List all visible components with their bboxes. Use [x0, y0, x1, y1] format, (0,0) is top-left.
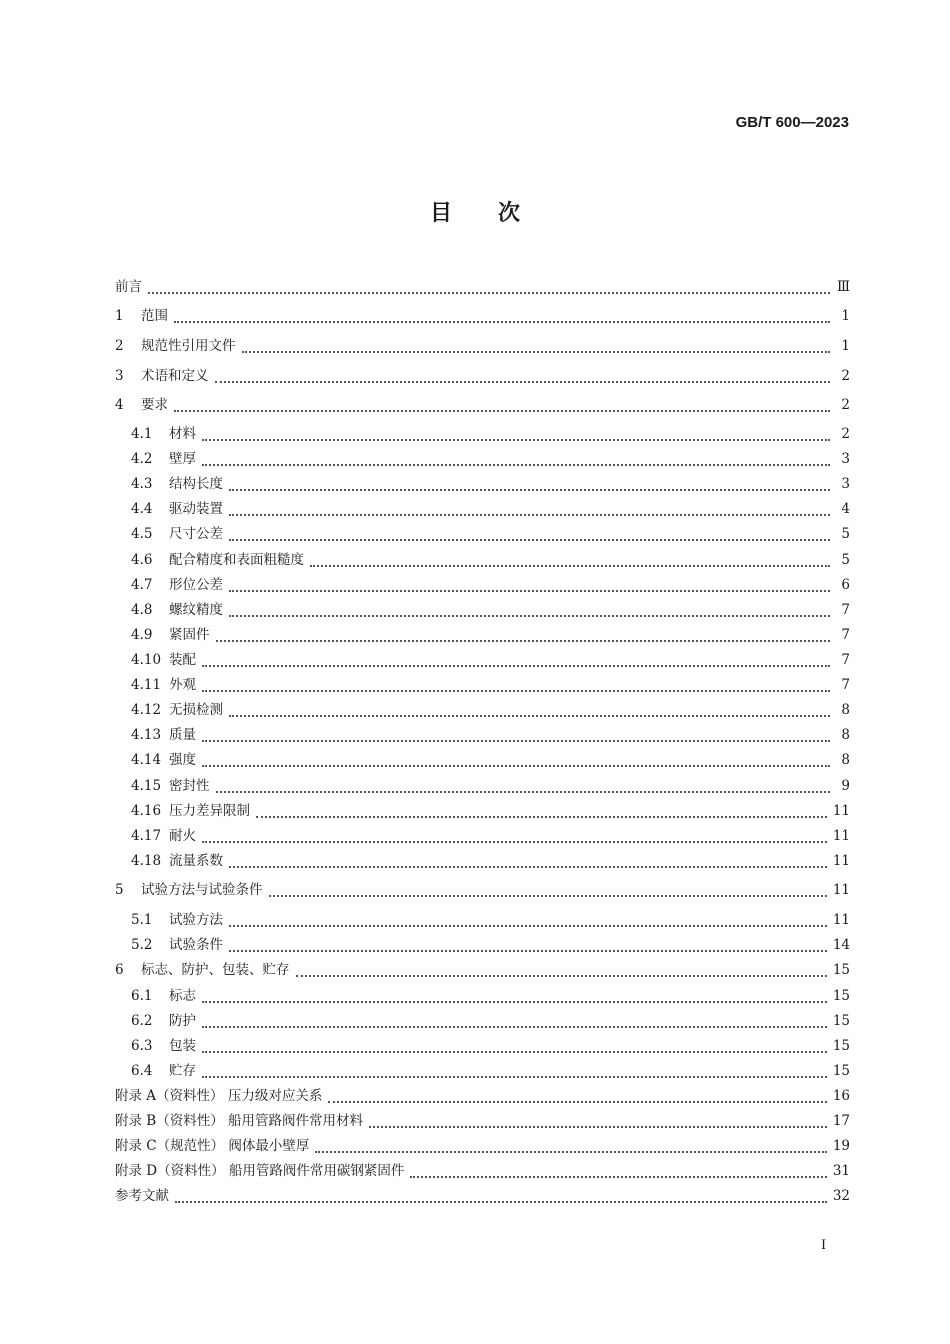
dot-leader [229, 476, 830, 492]
toc-entry-number: 4.2 [131, 451, 153, 467]
toc-entry[interactable] [115, 908, 850, 928]
toc-entry-number: 4.10 [131, 652, 162, 668]
toc-entry-number: 4.5 [131, 526, 153, 542]
toc-entry-label [131, 824, 202, 844]
toc-entry-label [115, 1184, 175, 1204]
toc-entry-text: 标志 [169, 988, 196, 1004]
toc-entry[interactable] [115, 304, 850, 324]
toc-entry-page: 11 [832, 803, 850, 819]
toc-entry-page: 16 [832, 1088, 850, 1104]
toc-entry-number: 5 [115, 882, 124, 898]
toc-entry-number: 6.2 [131, 1013, 153, 1029]
toc-entry-label [131, 598, 229, 618]
toc-entry-text: 压力差异限制 [169, 803, 250, 819]
toc-entry[interactable] [115, 849, 850, 869]
toc-entry-page: 15 [832, 988, 850, 1004]
toc-entry-text: 试验条件 [169, 937, 223, 953]
dot-leader [202, 752, 830, 768]
dot-leader [175, 1188, 827, 1204]
dot-leader [269, 882, 827, 898]
dot-leader [202, 1063, 827, 1079]
standard-code: GB/T 600—2023 [735, 114, 849, 131]
toc-entry[interactable] [115, 623, 850, 643]
toc-entry-page: 5 [841, 526, 850, 542]
toc-entry-text: 包装 [169, 1038, 196, 1054]
toc-entry-page: 11 [832, 853, 850, 869]
toc-entry-number: 4.8 [131, 602, 153, 618]
dot-leader [202, 677, 830, 693]
toc-entry-page: Ⅲ [836, 279, 850, 295]
toc-entry-text: 附录 C（规范性） 阀体最小壁厚 [115, 1138, 310, 1154]
toc-entry[interactable] [115, 774, 850, 794]
toc-entry-number: 4.16 [131, 803, 162, 819]
toc-entry-page: 3 [841, 451, 850, 467]
toc-entry[interactable] [115, 1109, 850, 1129]
toc-entry[interactable] [115, 748, 850, 768]
toc-entry-page: 5 [841, 552, 850, 568]
dot-leader [202, 652, 830, 668]
toc-entry-text: 前言 [115, 279, 142, 295]
toc-entry-number: 4.9 [131, 627, 153, 643]
toc-entry[interactable] [115, 933, 850, 953]
toc-entry-page: 7 [841, 602, 850, 618]
toc-entry-page: 17 [832, 1113, 850, 1129]
toc-entry-text: 强度 [169, 752, 196, 768]
toc-entry-label [131, 648, 202, 668]
dot-leader [202, 727, 830, 743]
toc-entry-label [131, 1059, 202, 1079]
dot-leader [216, 778, 831, 794]
toc-entry[interactable] [115, 1084, 850, 1104]
toc-entry-label [131, 748, 202, 768]
toc-entry-text: 规范性引用文件 [141, 338, 236, 354]
toc-entry-text: 标志、防护、包装、贮存 [141, 962, 290, 978]
toc-entry-text: 附录 D（资料性） 船用管路阀件常用碳钢紧固件 [115, 1163, 405, 1179]
dot-leader [229, 853, 827, 869]
toc-entry[interactable] [115, 573, 850, 593]
dot-leader [148, 279, 830, 295]
toc-entry-text: 密封性 [169, 778, 210, 794]
dot-leader [229, 602, 830, 618]
toc-entry-text: 外观 [169, 677, 196, 693]
toc-entry[interactable] [115, 422, 850, 442]
dot-leader [229, 937, 827, 953]
dot-leader [242, 338, 831, 354]
toc-entry[interactable] [115, 472, 850, 492]
toc-entry-label [115, 304, 174, 324]
toc-entry[interactable] [115, 497, 850, 517]
toc-entry-text: 尺寸公差 [169, 526, 223, 542]
toc-entry-page: 7 [841, 677, 850, 693]
dot-leader [229, 912, 827, 928]
toc-entry-text: 要求 [141, 397, 168, 413]
toc-entry-label [131, 422, 202, 442]
toc-entry-text: 贮存 [169, 1063, 196, 1079]
toc-entry[interactable] [115, 364, 850, 384]
toc-entry-page: 14 [832, 937, 850, 953]
toc-entry-page: 2 [841, 426, 850, 442]
toc-entry-label [131, 908, 229, 928]
toc-entry[interactable] [115, 393, 850, 413]
toc-entry-number: 4.18 [131, 853, 162, 869]
toc-entry-label [131, 1009, 202, 1029]
toc-entry-page: 1 [841, 338, 850, 354]
toc-entry-number: 6.4 [131, 1063, 153, 1079]
toc-entry-label [131, 933, 229, 953]
toc-entry-text: 耐火 [169, 828, 196, 844]
toc-entry-page: 7 [841, 627, 850, 643]
toc-entry-text: 形位公差 [169, 577, 223, 593]
toc-entry-text: 螺纹精度 [169, 602, 223, 618]
toc-entry-label [131, 497, 229, 517]
toc-entry-label [131, 1034, 202, 1054]
toc-entry[interactable] [115, 548, 850, 568]
toc-entry[interactable] [115, 447, 850, 467]
toc-entry-number: 4.17 [131, 828, 162, 844]
toc-entry-text: 无损检测 [169, 702, 223, 718]
toc-entry-text: 术语和定义 [141, 368, 209, 384]
page-number: Ⅰ [821, 1238, 827, 1253]
dot-leader [229, 577, 830, 593]
toc-entry-text: 参考文献 [115, 1188, 169, 1204]
toc-entry-number: 4.14 [131, 752, 162, 768]
toc-entry-label [131, 472, 229, 492]
toc-entry-number: 3 [115, 368, 124, 384]
dot-leader [174, 308, 830, 324]
toc-entry[interactable] [115, 1184, 850, 1204]
toc-entry[interactable] [115, 1034, 850, 1054]
toc-entry-number: 2 [115, 338, 124, 354]
toc-entry-text: 装配 [169, 652, 196, 668]
toc-entry-label [131, 623, 216, 643]
toc-entry-page: 11 [832, 828, 850, 844]
toc-entry-page: 15 [832, 1013, 850, 1029]
toc-entry-label [131, 723, 202, 743]
dot-leader [216, 627, 831, 643]
dot-leader [215, 368, 831, 384]
toc-entry-number: 5.2 [131, 937, 153, 953]
toc-entry[interactable] [115, 984, 850, 1004]
toc-entry-text: 材料 [169, 426, 196, 442]
toc-entry-number: 4.12 [131, 702, 162, 718]
dot-leader [202, 451, 830, 467]
toc-entry-page: 8 [841, 702, 850, 718]
dot-leader [202, 1038, 827, 1054]
toc-entry-text: 防护 [169, 1013, 196, 1029]
toc-entry[interactable] [115, 334, 850, 354]
toc-entry-text: 壁厚 [169, 451, 196, 467]
toc-entry-label [115, 393, 174, 413]
dot-leader [315, 1138, 826, 1154]
toc-entry-label [115, 334, 242, 354]
dot-leader [202, 1013, 827, 1029]
toc-entry-text: 驱动装置 [169, 501, 223, 517]
toc-entry-label [115, 364, 215, 384]
toc-entry-text: 试验方法与试验条件 [141, 882, 263, 898]
toc-entry[interactable] [115, 1134, 850, 1154]
toc-entry-page: 11 [832, 882, 850, 898]
toc-entry-label [131, 799, 256, 819]
toc-entry-text: 质量 [169, 727, 196, 743]
toc-entry-number: 4.11 [131, 677, 162, 693]
dot-leader [202, 828, 827, 844]
toc-entry-page: 8 [841, 727, 850, 743]
toc-entry-number: 4.4 [131, 501, 153, 517]
toc-entry-page: 15 [832, 962, 850, 978]
toc-entry[interactable] [115, 878, 850, 898]
toc-entry[interactable] [115, 1059, 850, 1079]
toc-entry-page: 31 [832, 1163, 850, 1179]
toc-entry-label [115, 1134, 315, 1154]
toc-entry-label [115, 878, 269, 898]
toc-entry-number: 4.3 [131, 476, 153, 492]
toc-entry[interactable] [115, 1009, 850, 1029]
toc-entry-text: 附录 B（资料性） 船用管路阀件常用材料 [115, 1113, 364, 1129]
dot-leader [410, 1163, 826, 1179]
dot-leader [369, 1113, 827, 1129]
toc-entry[interactable] [115, 1159, 850, 1179]
toc-entry-text: 紧固件 [169, 627, 210, 643]
toc-entry[interactable] [115, 824, 850, 844]
toc-entry-text: 配合精度和表面粗糙度 [169, 552, 304, 568]
toc-entry-page: 8 [841, 752, 850, 768]
toc-entry-label [115, 1109, 369, 1129]
toc-entry-number: 6.1 [131, 988, 153, 1004]
toc-entry-label [131, 673, 202, 693]
toc-title: 目次 [429, 201, 566, 226]
toc-entry-page: 6 [841, 577, 850, 593]
toc-entry[interactable] [115, 275, 850, 295]
toc-entry[interactable] [115, 522, 850, 542]
toc-entry-page: 9 [841, 778, 850, 794]
toc-entry-number: 5.1 [131, 912, 153, 928]
dot-leader [229, 702, 830, 718]
toc-entry-label [131, 698, 229, 718]
dot-leader [310, 552, 830, 568]
toc-entry-page: 15 [832, 1063, 850, 1079]
toc-entry-text: 范围 [141, 308, 168, 324]
toc-entry-text: 试验方法 [169, 912, 223, 928]
toc-entry[interactable] [115, 673, 850, 693]
toc-entry-page: 3 [841, 476, 850, 492]
dot-leader [229, 526, 830, 542]
toc-entry-number: 4 [115, 397, 124, 413]
toc-entry-text: 流量系数 [169, 853, 223, 869]
toc-entry-number: 6 [115, 962, 124, 978]
toc-entry-label [131, 849, 229, 869]
dot-leader [256, 803, 827, 819]
toc-entry-page: 1 [841, 308, 850, 324]
toc-entry-number: 6.3 [131, 1038, 153, 1054]
toc-entry-page: 2 [841, 368, 850, 384]
toc-entry-label [131, 984, 202, 1004]
toc-entry-text: 结构长度 [169, 476, 223, 492]
toc-entry-page: 2 [841, 397, 850, 413]
toc-entry-number: 1 [115, 308, 124, 324]
toc-entry-number: 4.6 [131, 552, 153, 568]
toc-entry-number: 4.1 [131, 426, 153, 442]
toc-entry-page: 11 [832, 912, 850, 928]
toc-entry-page: 4 [841, 501, 850, 517]
toc-entry-label [131, 548, 310, 568]
toc-entry-label [131, 447, 202, 467]
dot-leader [202, 988, 827, 1004]
dot-leader [296, 962, 827, 978]
toc-entry-number: 4.15 [131, 778, 162, 794]
toc-entry[interactable] [115, 958, 850, 978]
toc-entry-page: 32 [832, 1188, 850, 1204]
toc-entry[interactable] [115, 598, 850, 618]
dot-leader [229, 501, 830, 517]
toc-entry-label [115, 1159, 410, 1179]
toc-entry-label [131, 522, 229, 542]
toc-entry-number: 4.7 [131, 577, 153, 593]
toc-entry[interactable] [115, 799, 850, 819]
toc-entry-page: 15 [832, 1038, 850, 1054]
toc-entry-label [115, 1084, 328, 1104]
dot-leader [328, 1088, 826, 1104]
toc-entry[interactable] [115, 698, 850, 718]
toc-entry-label [131, 573, 229, 593]
toc-entry-label [131, 774, 216, 794]
toc-entry[interactable] [115, 648, 850, 668]
toc-entry-label [115, 958, 296, 978]
toc-entry-text: 附录 A（资料性） 压力级对应关系 [115, 1088, 323, 1104]
dot-leader [202, 426, 830, 442]
toc-entry[interactable] [115, 723, 850, 743]
toc-entry-number: 4.13 [131, 727, 162, 743]
dot-leader [174, 397, 830, 413]
toc-entry-label [115, 275, 148, 295]
toc-entry-page: 7 [841, 652, 850, 668]
toc-entry-page: 19 [832, 1138, 850, 1154]
